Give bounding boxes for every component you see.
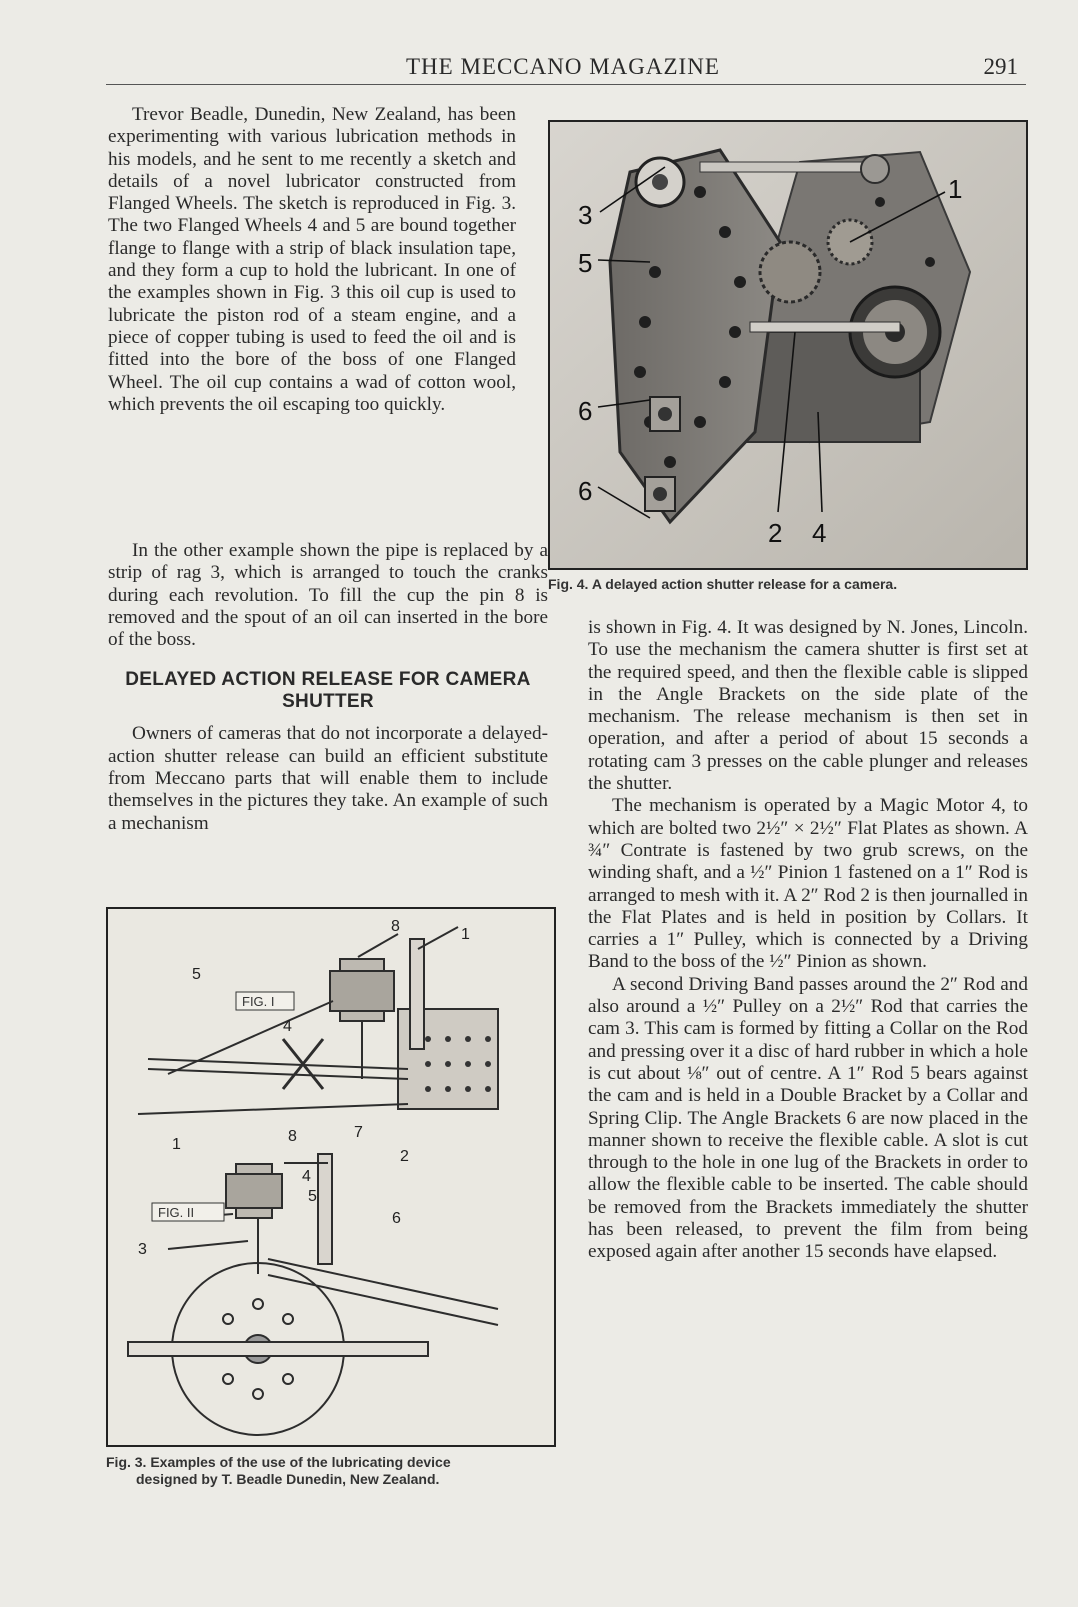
section-heading: DELAYED ACTION RELEASE FOR CAMERA SHUTTER xyxy=(125,669,531,713)
fig3-number-4b: 4 xyxy=(302,1168,311,1185)
page-header xyxy=(106,50,1026,85)
fig3-number-8b: 8 xyxy=(288,1128,297,1145)
figure-3-caption xyxy=(106,1454,566,1488)
fig4-label-4: 4 xyxy=(812,518,827,548)
fig4-label-2: 2 xyxy=(768,518,783,548)
magazine-title: THE MECCANO MAGAZINE xyxy=(406,54,720,79)
figure-3-caption-line-2: designed by T. Beadle Dunedin, New Zealand. xyxy=(136,1471,440,1487)
figure-3-drawing xyxy=(106,907,556,1447)
fig4-label-6b: 6 xyxy=(578,476,593,506)
intro-continued xyxy=(108,540,548,835)
fig4-label-5: 5 xyxy=(578,248,593,278)
figure-3-caption-line-1: Fig. 3. Examples of the use of the lubricating device xyxy=(106,1454,451,1470)
right-column-text xyxy=(588,617,1028,1264)
page-number: 291 xyxy=(983,54,1018,79)
fig3-number-3: 3 xyxy=(138,1241,147,1258)
fig4-label-1: 1 xyxy=(948,174,963,204)
fig3-number-1b: 1 xyxy=(172,1136,181,1153)
fig3-number-5a: 5 xyxy=(192,966,201,983)
intro-text xyxy=(108,104,516,416)
figure-4-photo xyxy=(548,120,1028,570)
section-paragraph-left: Owners of cameras that do not incorporate a delayed-action shutter release can build an efficient substitute from Meccano parts that will enable them to include themselves in the pictures they take. An example of such a mechanism xyxy=(108,723,548,834)
right-paragraph-3: A second Driving Band passes around the 2″ Rod and also around a ½″ Pulley on a 2½″ Rod that carries the cam 3. This cam is formed by fitting a Collar on the Rod and pressing over it a disc of hard rubber in which a hole is cut about ⅛″ out of centre. A 1″ Rod 5 bears against the cam and is held in a Double Bracket by a Collar and Spring Clip. The Angle Brackets 6 are now placed in the manner shown to receive the flexible cable. A slot is cut through to the hole in one lug of the Brackets in order to allow the flexible cable to be inserted. The cable should be removed from the Brackets immediately the shutter has been released, to prevent the film from being exposed again after another 15 seconds have elapsed. xyxy=(588,973,1028,1263)
intro-paragraph-1: Trevor Beadle, Dunedin, New Zealand, has been experimenting with various lubrication methods in his models, and he sent to me recently a sketch and details of a novel lubricator constructed from Flanged Wheels. The sketch is reproduced in Fig. 3. The two Flanged Wheels 4 and 5 are bound together flange to flange with a strip of black insulation tape, and they form a cup to hold the lubricant. In one of the examples shown in Fig. 3 this oil cup is used to lubricate the piston rod of a steam engine, and a piece of copper tubing is used to feed the oil and is fitted into the bore of the boss of one Flanged Wheel. The oil cup contains a wad of cotton wool, which prevents the oil escaping too quickly. xyxy=(108,104,516,415)
camera-release-mechanism-illustration xyxy=(550,122,1026,568)
fig3-number-6: 6 xyxy=(392,1210,401,1227)
figure-4-caption: Fig. 4. A delayed action shutter release for a camera. xyxy=(548,576,898,592)
intro-paragraph-2: In the other example shown the pipe is replaced by a strip of rag 3, which is arranged to touch the cranks during each revolution. To fill the cup the pin 8 is removed and the spout of an oil can inserted in the bore of the boss. xyxy=(108,540,548,651)
right-paragraph-1: is shown in Fig. 4. It was designed by N. Jones, Lincoln. To use the mechanism the camera shutter is first set at the required speed, and then the flexible cable is slipped in the Angle Brackets on the side plate of the mechanism. The release mechanism is then set in operation, and after a period of about 15 seconds a rotating cam 3 presses on the cable plunger and releases the shutter. xyxy=(588,617,1028,795)
lubricator-sketch-illustration xyxy=(108,909,554,1445)
right-paragraph-2: The mechanism is operated by a Magic Motor 4, to which are bolted two 2½″ × 2½″ Flat Plates as shown. A ¾″ Contrate is fastened by two grub screws, on the winding shaft, and a ½″ Pinion 1 fastened on a 1″ Rod is arranged to mesh with it. A 2″ Rod 2 is then journalled in the Flat Plates and is held in position by Collars. It carries a 1″ Pulley, which is connected by a Driving Band to the boss of the ½″ Pinion as shown. xyxy=(588,795,1028,973)
fig3-label-fig2: FIG. II xyxy=(158,1205,195,1220)
fig3-number-7: 7 xyxy=(354,1124,363,1141)
fig3-label-fig1: FIG. I xyxy=(242,994,275,1009)
fig4-label-3: 3 xyxy=(578,200,593,230)
fig3-number-8-top: 8 xyxy=(391,918,400,935)
fig3-number-4a: 4 xyxy=(283,1018,292,1035)
fig3-number-1-top: 1 xyxy=(461,926,470,943)
fig3-number-5b: 5 xyxy=(308,1188,317,1205)
fig3-number-2: 2 xyxy=(400,1148,409,1165)
fig4-label-6a: 6 xyxy=(578,396,593,426)
